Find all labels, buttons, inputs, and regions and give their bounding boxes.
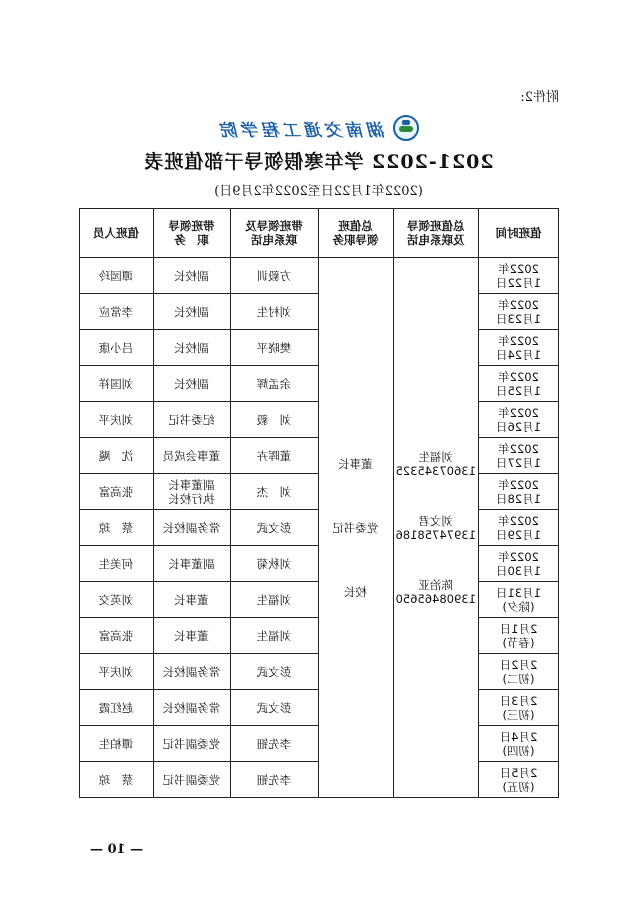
chief-leader-position: 党委书记 (332, 520, 379, 535)
duty-time-cell: 2022年 1月27日 (479, 438, 559, 474)
duty-time-cell: 2月5日 (初五) (479, 762, 559, 798)
duty-staff-cell: 何美生 (79, 546, 153, 582)
shift-leader-name-cell: 彭文武 (230, 690, 318, 726)
duty-staff-cell: 刘国祥 (79, 366, 153, 402)
school-name: 湖南交通工程学院 (217, 120, 386, 141)
shift-leader-name-cell: 刘福生 (230, 618, 318, 654)
duty-staff-cell: 蔡 琼 (79, 510, 153, 546)
chief-leader-position: 校长 (344, 584, 368, 599)
shift-leader-name-cell: 方毅训 (230, 258, 318, 294)
duty-time-cell: 2月4日 (初四) (479, 726, 559, 762)
duty-time-cell: 2022年 1月24日 (479, 330, 559, 366)
shift-leader-position-cell: 董事长 (153, 618, 230, 654)
header-chief-leader-position: 总值班 领导职务 (318, 209, 393, 258)
shift-leader-name-cell: 刘秋菊 (230, 546, 318, 582)
duty-staff-cell: 刘庆平 (79, 402, 153, 438)
header-staff: 值班人员 (79, 209, 153, 258)
header-shift-leader-position: 带班领导 职 务 (153, 209, 230, 258)
duty-time-cell: 2022年 1月23日 (479, 294, 559, 330)
duty-time-cell: 2月3日 (初三) (479, 690, 559, 726)
shift-leader-position-cell: 副校长 (153, 258, 230, 294)
shift-leader-name-cell: 刘村生 (230, 294, 318, 330)
header-shift-leader-contact: 带班领导及 联系电话 (230, 209, 318, 258)
header-chief-leader-contact: 总值班领导 及联系电话 (393, 209, 478, 258)
shift-leader-name-cell: 彭文武 (230, 510, 318, 546)
shift-leader-position-cell: 党委副书记 (153, 762, 230, 798)
page-number: — 10 — (90, 842, 144, 857)
duty-time-cell: 1月31日 (除夕) (479, 582, 559, 618)
shift-leader-position-cell: 董事长 (153, 582, 230, 618)
shift-leader-name-cell: 刘福生 (230, 582, 318, 618)
shift-leader-name-cell: 刘 杰 (230, 474, 318, 510)
shift-leader-position-cell: 常务副校长 (153, 654, 230, 690)
shift-leader-name-cell: 李先钿 (230, 726, 318, 762)
school-logo-icon (394, 115, 420, 141)
shift-leader-name-cell: 彭文武 (230, 654, 318, 690)
duty-staff-cell: 吕小康 (79, 330, 153, 366)
shift-leader-name-cell: 樊晓平 (230, 330, 318, 366)
chief-leader-positions-cell (318, 258, 393, 798)
chief-leader-contact: 陈治亚 13908465650 (395, 577, 476, 606)
shift-leader-position-cell: 副校长 (153, 366, 230, 402)
shift-leader-position-cell: 纪委书记 (153, 402, 230, 438)
duty-time-cell: 2022年 1月28日 (479, 474, 559, 510)
shift-leader-name-cell: 李先钿 (230, 762, 318, 798)
shift-leader-position-cell: 董事会成员 (153, 438, 230, 474)
chief-leader-contact: 刘文君 13974758186 (395, 513, 476, 542)
duty-time-cell: 2022年 1月26日 (479, 402, 559, 438)
shift-leader-position-cell: 副董事长 执行校长 (153, 474, 230, 510)
shift-leader-name-cell: 董晖卉 (230, 438, 318, 474)
table-header-row (79, 209, 558, 258)
duty-time-cell: 2月1日 (春节) (479, 618, 559, 654)
chief-leader-contacts-cell (393, 258, 478, 798)
duty-staff-cell: 刘英交 (79, 582, 153, 618)
chief-leader-contact: 刘福生 13607345325 (395, 449, 476, 478)
duty-time-cell: 2月2日 (初二) (479, 654, 559, 690)
document-title: 2021-2022 学年寒假领导干部值班表 (143, 151, 494, 173)
document-subtitle: (2022年1月22日至2022年2月9日) (214, 184, 423, 199)
shift-leader-position-cell: 副董事长 (153, 546, 230, 582)
duty-staff-cell: 沈 飚 (79, 438, 153, 474)
table-row (79, 258, 558, 294)
attachment-label: 附件2: (520, 90, 559, 105)
shift-leader-position-cell: 常务副校长 (153, 510, 230, 546)
duty-time-cell: 2022年 1月29日 (479, 510, 559, 546)
duty-staff-cell: 谭园玲 (79, 258, 153, 294)
duty-staff-cell: 张高富 (79, 618, 153, 654)
header-time: 值班时间 (479, 209, 559, 258)
duty-time-cell: 2022年 1月25日 (479, 366, 559, 402)
duty-staff-cell: 赵红霞 (79, 690, 153, 726)
school-header (0, 113, 637, 143)
shift-leader-position-cell: 副校长 (153, 330, 230, 366)
duty-time-cell: 2022年 1月30日 (479, 546, 559, 582)
duty-staff-cell: 李常应 (79, 294, 153, 330)
shift-leader-name-cell: 余孟辉 (230, 366, 318, 402)
duty-staff-cell: 刘庆平 (79, 654, 153, 690)
duty-staff-cell: 蔡 琼 (79, 762, 153, 798)
duty-staff-cell: 谭柏生 (79, 726, 153, 762)
shift-leader-position-cell: 常务副校长 (153, 690, 230, 726)
duty-staff-cell: 张高富 (79, 474, 153, 510)
duty-schedule-table (79, 208, 559, 798)
chief-leader-position: 董事长 (338, 456, 373, 471)
shift-leader-position-cell: 副校长 (153, 294, 230, 330)
shift-leader-position-cell: 党委副书记 (153, 726, 230, 762)
duty-time-cell: 2022年 1月22日 (479, 258, 559, 294)
shift-leader-name-cell: 刘 毅 (230, 402, 318, 438)
